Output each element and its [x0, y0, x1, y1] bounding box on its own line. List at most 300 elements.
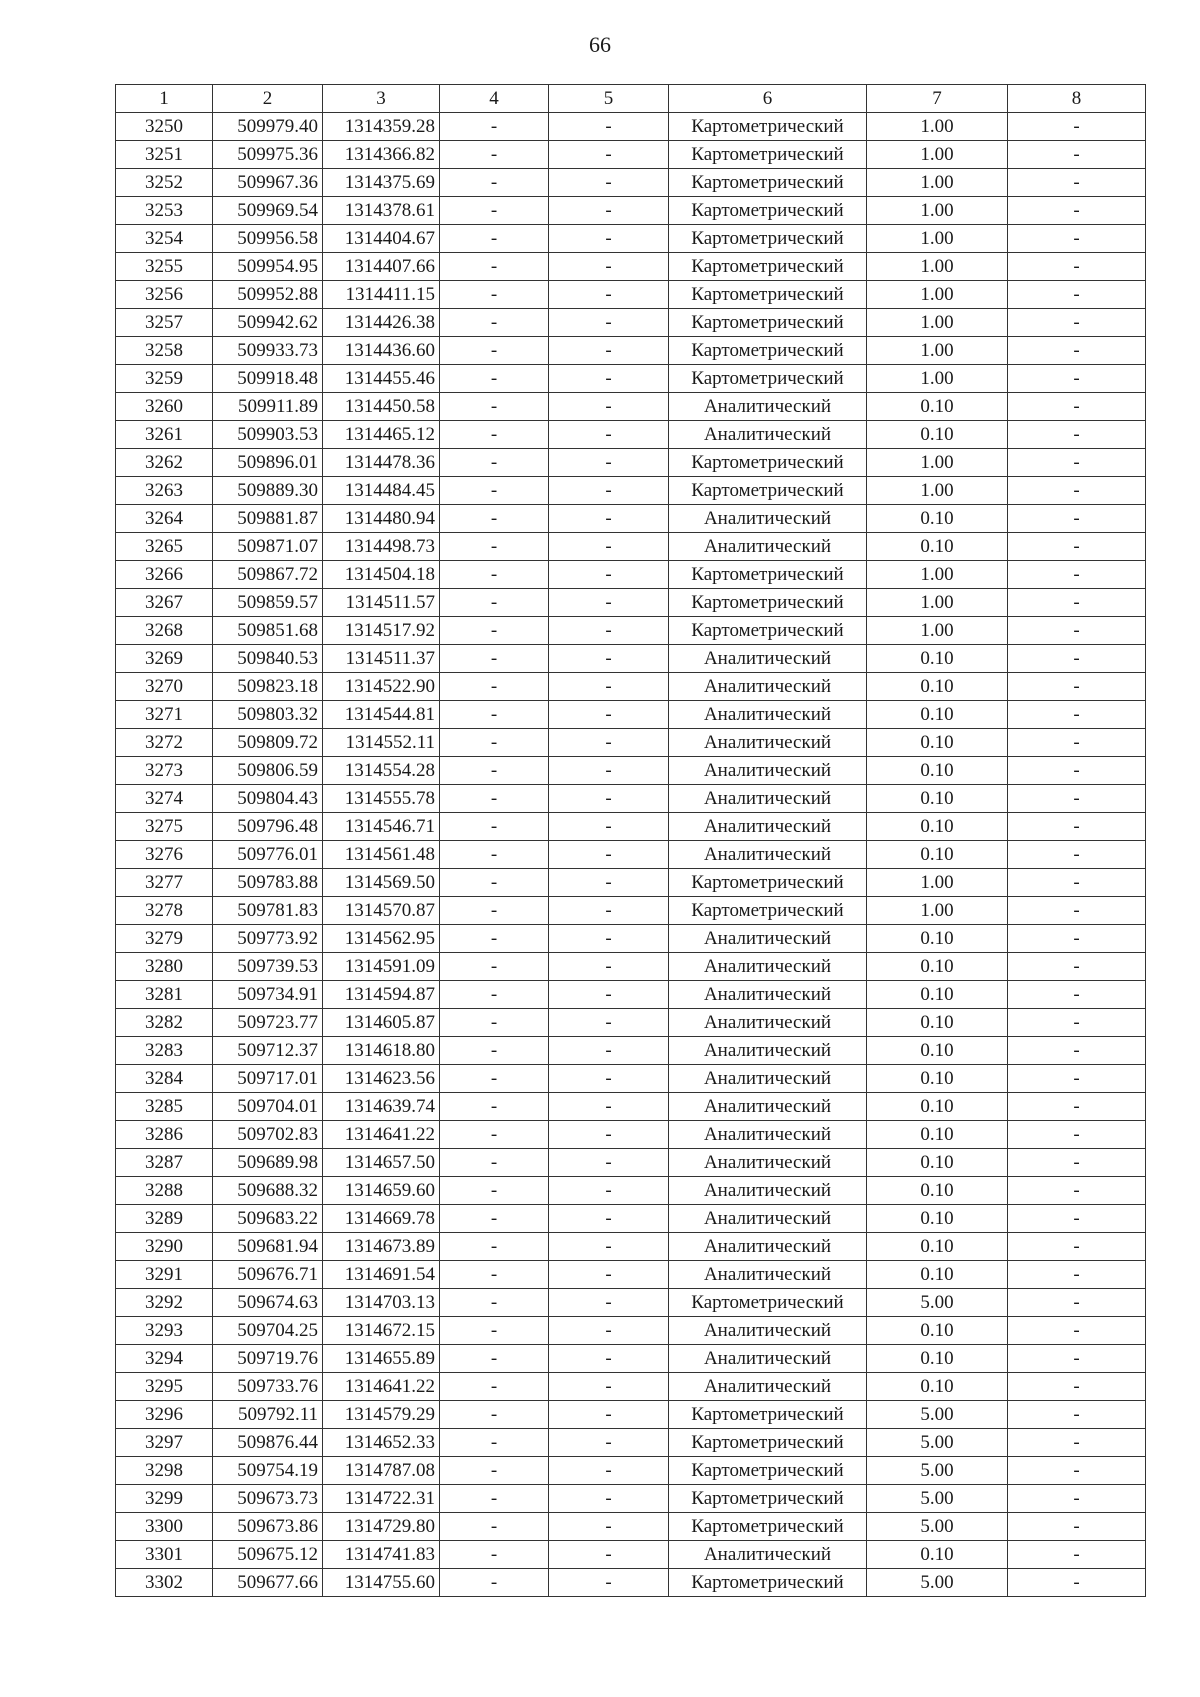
column-4-cell: - — [440, 1289, 549, 1317]
accuracy-cell: 5.00 — [867, 1457, 1008, 1485]
column-4-cell: - — [440, 421, 549, 449]
column-5-cell: - — [549, 533, 669, 561]
method-cell: Аналитический — [669, 925, 867, 953]
column-8-cell: - — [1008, 1457, 1146, 1485]
column-8-cell: - — [1008, 309, 1146, 337]
point-number-cell: 3266 — [116, 561, 213, 589]
table-body — [116, 113, 1146, 1597]
x-coordinate-cell: 509881.87 — [213, 505, 323, 533]
accuracy-cell: 0.10 — [867, 1205, 1008, 1233]
x-coordinate-cell: 509676.71 — [213, 1261, 323, 1289]
accuracy-cell: 0.10 — [867, 1317, 1008, 1345]
point-number-cell: 3283 — [116, 1037, 213, 1065]
column-5-cell: - — [549, 309, 669, 337]
column-5-cell: - — [549, 1401, 669, 1429]
method-cell: Аналитический — [669, 1205, 867, 1233]
column-8-cell: - — [1008, 897, 1146, 925]
y-coordinate-cell: 1314722.31 — [323, 1485, 440, 1513]
column-5-cell: - — [549, 1485, 669, 1513]
table-row — [116, 757, 1146, 785]
method-cell: Аналитический — [669, 953, 867, 981]
x-coordinate-cell: 509806.59 — [213, 757, 323, 785]
method-cell: Картометрический — [669, 1289, 867, 1317]
table-row — [116, 1457, 1146, 1485]
column-8-cell: - — [1008, 561, 1146, 589]
y-coordinate-cell: 1314484.45 — [323, 477, 440, 505]
accuracy-cell: 0.10 — [867, 1009, 1008, 1037]
table-row — [116, 337, 1146, 365]
table-row — [116, 785, 1146, 813]
table-row — [116, 1177, 1146, 1205]
x-coordinate-cell: 509776.01 — [213, 841, 323, 869]
y-coordinate-cell: 1314787.08 — [323, 1457, 440, 1485]
column-8-cell: - — [1008, 589, 1146, 617]
table-row — [116, 113, 1146, 141]
point-number-cell: 3253 — [116, 197, 213, 225]
table-row — [116, 673, 1146, 701]
table-row — [116, 1065, 1146, 1093]
x-coordinate-cell: 509719.76 — [213, 1345, 323, 1373]
point-number-cell: 3275 — [116, 813, 213, 841]
column-8-cell: - — [1008, 1513, 1146, 1541]
point-number-cell: 3267 — [116, 589, 213, 617]
column-5-cell: - — [549, 869, 669, 897]
table-row — [116, 421, 1146, 449]
table-row — [116, 1401, 1146, 1429]
accuracy-cell: 1.00 — [867, 897, 1008, 925]
point-number-cell: 3277 — [116, 869, 213, 897]
y-coordinate-cell: 1314555.78 — [323, 785, 440, 813]
column-5-cell: - — [549, 1373, 669, 1401]
table-row — [116, 1289, 1146, 1317]
column-4-cell: - — [440, 365, 549, 393]
column-4-cell: - — [440, 1233, 549, 1261]
accuracy-cell: 5.00 — [867, 1429, 1008, 1457]
accuracy-cell: 5.00 — [867, 1289, 1008, 1317]
column-4-cell: - — [440, 757, 549, 785]
point-number-cell: 3294 — [116, 1345, 213, 1373]
column-5-cell: - — [549, 617, 669, 645]
column-8-cell: - — [1008, 169, 1146, 197]
x-coordinate-cell: 509942.62 — [213, 309, 323, 337]
y-coordinate-cell: 1314544.81 — [323, 701, 440, 729]
table-row — [116, 925, 1146, 953]
accuracy-cell: 0.10 — [867, 1093, 1008, 1121]
table-row — [116, 505, 1146, 533]
point-number-cell: 3286 — [116, 1121, 213, 1149]
method-cell: Аналитический — [669, 1541, 867, 1569]
table-row — [116, 141, 1146, 169]
method-cell: Картометрический — [669, 1401, 867, 1429]
column-8-cell: - — [1008, 1093, 1146, 1121]
x-coordinate-cell: 509840.53 — [213, 645, 323, 673]
column-5-cell: - — [549, 1261, 669, 1289]
method-cell: Картометрический — [669, 897, 867, 925]
method-cell: Картометрический — [669, 1457, 867, 1485]
column-4-cell: - — [440, 1345, 549, 1373]
column-4-cell: - — [440, 1513, 549, 1541]
column-8-cell: - — [1008, 449, 1146, 477]
column-4-cell: - — [440, 589, 549, 617]
y-coordinate-cell: 1314672.15 — [323, 1317, 440, 1345]
y-coordinate-cell: 1314359.28 — [323, 113, 440, 141]
x-coordinate-cell: 509702.83 — [213, 1121, 323, 1149]
accuracy-cell: 1.00 — [867, 561, 1008, 589]
y-coordinate-cell: 1314641.22 — [323, 1121, 440, 1149]
point-number-cell: 3272 — [116, 729, 213, 757]
x-coordinate-cell: 509969.54 — [213, 197, 323, 225]
column-4-cell: - — [440, 197, 549, 225]
point-number-cell: 3250 — [116, 113, 213, 141]
column-8-cell: - — [1008, 701, 1146, 729]
table-row — [116, 309, 1146, 337]
column-8-cell: - — [1008, 1317, 1146, 1345]
column-5-cell: - — [549, 1177, 669, 1205]
accuracy-cell: 0.10 — [867, 1065, 1008, 1093]
method-cell: Аналитический — [669, 1009, 867, 1037]
accuracy-cell: 0.10 — [867, 421, 1008, 449]
column-8-cell: - — [1008, 757, 1146, 785]
table-row — [116, 365, 1146, 393]
column-8-cell: - — [1008, 1233, 1146, 1261]
method-cell: Картометрический — [669, 197, 867, 225]
x-coordinate-cell: 509979.40 — [213, 113, 323, 141]
accuracy-cell: 0.10 — [867, 785, 1008, 813]
column-4-cell: - — [440, 1569, 549, 1597]
method-cell: Картометрический — [669, 1569, 867, 1597]
column-4-cell: - — [440, 533, 549, 561]
table-row — [116, 1093, 1146, 1121]
column-4-cell: - — [440, 141, 549, 169]
method-cell: Аналитический — [669, 673, 867, 701]
point-number-cell: 3287 — [116, 1149, 213, 1177]
table-row — [116, 1513, 1146, 1541]
column-5-cell: - — [549, 337, 669, 365]
x-coordinate-cell: 509673.86 — [213, 1513, 323, 1541]
table-row — [116, 645, 1146, 673]
column-4-cell: - — [440, 1149, 549, 1177]
y-coordinate-cell: 1314591.09 — [323, 953, 440, 981]
method-cell: Картометрический — [669, 449, 867, 477]
x-coordinate-cell: 509804.43 — [213, 785, 323, 813]
x-coordinate-cell: 509773.92 — [213, 925, 323, 953]
column-5-cell: - — [549, 589, 669, 617]
point-number-cell: 3288 — [116, 1177, 213, 1205]
point-number-cell: 3300 — [116, 1513, 213, 1541]
column-5-cell: - — [549, 1429, 669, 1457]
column-8-cell: - — [1008, 1261, 1146, 1289]
accuracy-cell: 1.00 — [867, 197, 1008, 225]
y-coordinate-cell: 1314407.66 — [323, 253, 440, 281]
point-number-cell: 3302 — [116, 1569, 213, 1597]
y-coordinate-cell: 1314741.83 — [323, 1541, 440, 1569]
column-8-cell: - — [1008, 533, 1146, 561]
table-row — [116, 1149, 1146, 1177]
method-cell: Картометрический — [669, 337, 867, 365]
y-coordinate-cell: 1314655.89 — [323, 1345, 440, 1373]
column-5-cell: - — [549, 421, 669, 449]
accuracy-cell: 1.00 — [867, 253, 1008, 281]
column-8-cell: - — [1008, 1177, 1146, 1205]
y-coordinate-cell: 1314465.12 — [323, 421, 440, 449]
table-row — [116, 169, 1146, 197]
column-4-cell: - — [440, 785, 549, 813]
column-4-cell: - — [440, 1429, 549, 1457]
table-row — [116, 813, 1146, 841]
point-number-cell: 3295 — [116, 1373, 213, 1401]
y-coordinate-cell: 1314594.87 — [323, 981, 440, 1009]
column-8-cell: - — [1008, 1037, 1146, 1065]
point-number-cell: 3270 — [116, 673, 213, 701]
column-8-cell: - — [1008, 1065, 1146, 1093]
method-cell: Картометрический — [669, 869, 867, 897]
column-5-cell: - — [549, 141, 669, 169]
column-5-cell: - — [549, 925, 669, 953]
accuracy-cell: 5.00 — [867, 1569, 1008, 1597]
point-number-cell: 3256 — [116, 281, 213, 309]
point-number-cell: 3281 — [116, 981, 213, 1009]
y-coordinate-cell: 1314641.22 — [323, 1373, 440, 1401]
accuracy-cell: 0.10 — [867, 645, 1008, 673]
point-number-cell: 3276 — [116, 841, 213, 869]
column-4-cell: - — [440, 729, 549, 757]
column-5-cell: - — [549, 645, 669, 673]
table-row — [116, 1429, 1146, 1457]
method-cell: Аналитический — [669, 1065, 867, 1093]
column-5-cell: - — [549, 1513, 669, 1541]
x-coordinate-cell: 509975.36 — [213, 141, 323, 169]
x-coordinate-cell: 509674.63 — [213, 1289, 323, 1317]
accuracy-cell: 0.10 — [867, 925, 1008, 953]
point-number-cell: 3299 — [116, 1485, 213, 1513]
column-5-cell: - — [549, 981, 669, 1009]
accuracy-cell: 1.00 — [867, 169, 1008, 197]
column-8-cell: - — [1008, 337, 1146, 365]
accuracy-cell: 0.10 — [867, 981, 1008, 1009]
y-coordinate-cell: 1314659.60 — [323, 1177, 440, 1205]
column-5-cell: - — [549, 505, 669, 533]
method-cell: Аналитический — [669, 841, 867, 869]
accuracy-cell: 0.10 — [867, 505, 1008, 533]
column-8-cell: - — [1008, 925, 1146, 953]
column-5-cell: - — [549, 1121, 669, 1149]
y-coordinate-cell: 1314480.94 — [323, 505, 440, 533]
method-cell: Картометрический — [669, 281, 867, 309]
table-row — [116, 1205, 1146, 1233]
column-4-cell: - — [440, 1065, 549, 1093]
column-header: 6 — [669, 85, 867, 113]
column-5-cell: - — [549, 1205, 669, 1233]
y-coordinate-cell: 1314504.18 — [323, 561, 440, 589]
column-8-cell: - — [1008, 1373, 1146, 1401]
column-8-cell: - — [1008, 1401, 1146, 1429]
point-number-cell: 3292 — [116, 1289, 213, 1317]
table-row — [116, 561, 1146, 589]
y-coordinate-cell: 1314478.36 — [323, 449, 440, 477]
point-number-cell: 3297 — [116, 1429, 213, 1457]
x-coordinate-cell: 509754.19 — [213, 1457, 323, 1485]
method-cell: Картометрический — [669, 589, 867, 617]
column-4-cell: - — [440, 1009, 549, 1037]
x-coordinate-cell: 509792.11 — [213, 1401, 323, 1429]
y-coordinate-cell: 1314411.15 — [323, 281, 440, 309]
column-8-cell: - — [1008, 365, 1146, 393]
point-number-cell: 3279 — [116, 925, 213, 953]
table-row — [116, 253, 1146, 281]
column-header: 2 — [213, 85, 323, 113]
table-row — [116, 1485, 1146, 1513]
method-cell: Аналитический — [669, 729, 867, 757]
x-coordinate-cell: 509956.58 — [213, 225, 323, 253]
table-header — [116, 85, 1146, 113]
accuracy-cell: 1.00 — [867, 869, 1008, 897]
y-coordinate-cell: 1314755.60 — [323, 1569, 440, 1597]
point-number-cell: 3282 — [116, 1009, 213, 1037]
table-row — [116, 953, 1146, 981]
column-4-cell: - — [440, 981, 549, 1009]
column-header: 7 — [867, 85, 1008, 113]
accuracy-cell: 0.10 — [867, 673, 1008, 701]
column-4-cell: - — [440, 1541, 549, 1569]
column-header: 8 — [1008, 85, 1146, 113]
x-coordinate-cell: 509911.89 — [213, 393, 323, 421]
table-row — [116, 897, 1146, 925]
column-8-cell: - — [1008, 841, 1146, 869]
method-cell: Картометрический — [669, 365, 867, 393]
method-cell: Аналитический — [669, 1037, 867, 1065]
method-cell: Аналитический — [669, 785, 867, 813]
accuracy-cell: 5.00 — [867, 1513, 1008, 1541]
method-cell: Картометрический — [669, 309, 867, 337]
point-number-cell: 3291 — [116, 1261, 213, 1289]
column-8-cell: - — [1008, 813, 1146, 841]
method-cell: Картометрический — [669, 617, 867, 645]
point-number-cell: 3261 — [116, 421, 213, 449]
column-4-cell: - — [440, 1401, 549, 1429]
column-8-cell: - — [1008, 981, 1146, 1009]
y-coordinate-cell: 1314569.50 — [323, 869, 440, 897]
x-coordinate-cell: 509933.73 — [213, 337, 323, 365]
point-number-cell: 3251 — [116, 141, 213, 169]
table-row — [116, 1037, 1146, 1065]
column-8-cell: - — [1008, 1205, 1146, 1233]
point-number-cell: 3298 — [116, 1457, 213, 1485]
column-8-cell: - — [1008, 785, 1146, 813]
column-header: 5 — [549, 85, 669, 113]
column-8-cell: - — [1008, 393, 1146, 421]
method-cell: Аналитический — [669, 1121, 867, 1149]
column-4-cell: - — [440, 1121, 549, 1149]
method-cell: Картометрический — [669, 477, 867, 505]
column-8-cell: - — [1008, 253, 1146, 281]
point-number-cell: 3290 — [116, 1233, 213, 1261]
table-row — [116, 841, 1146, 869]
column-5-cell: - — [549, 673, 669, 701]
point-number-cell: 3278 — [116, 897, 213, 925]
x-coordinate-cell: 509954.95 — [213, 253, 323, 281]
y-coordinate-cell: 1314652.33 — [323, 1429, 440, 1457]
x-coordinate-cell: 509809.72 — [213, 729, 323, 757]
column-8-cell: - — [1008, 953, 1146, 981]
table-row — [116, 281, 1146, 309]
y-coordinate-cell: 1314669.78 — [323, 1205, 440, 1233]
y-coordinate-cell: 1314404.67 — [323, 225, 440, 253]
column-5-cell: - — [549, 953, 669, 981]
accuracy-cell: 1.00 — [867, 589, 1008, 617]
column-4-cell: - — [440, 449, 549, 477]
column-4-cell: - — [440, 477, 549, 505]
column-4-cell: - — [440, 225, 549, 253]
column-4-cell: - — [440, 841, 549, 869]
accuracy-cell: 0.10 — [867, 1261, 1008, 1289]
method-cell: Картометрический — [669, 253, 867, 281]
column-header: 1 — [116, 85, 213, 113]
column-5-cell: - — [549, 1065, 669, 1093]
x-coordinate-cell: 509851.68 — [213, 617, 323, 645]
column-8-cell: - — [1008, 1541, 1146, 1569]
accuracy-cell: 0.10 — [867, 729, 1008, 757]
column-4-cell: - — [440, 561, 549, 589]
column-8-cell: - — [1008, 225, 1146, 253]
method-cell: Аналитический — [669, 645, 867, 673]
column-8-cell: - — [1008, 1569, 1146, 1597]
coordinates-table — [115, 84, 1146, 1597]
table-row — [116, 589, 1146, 617]
column-4-cell: - — [440, 925, 549, 953]
method-cell: Аналитический — [669, 1233, 867, 1261]
x-coordinate-cell: 509704.25 — [213, 1317, 323, 1345]
column-5-cell: - — [549, 729, 669, 757]
point-number-cell: 3296 — [116, 1401, 213, 1429]
x-coordinate-cell: 509712.37 — [213, 1037, 323, 1065]
table-row — [116, 1569, 1146, 1597]
x-coordinate-cell: 509781.83 — [213, 897, 323, 925]
x-coordinate-cell: 509717.01 — [213, 1065, 323, 1093]
column-4-cell: - — [440, 337, 549, 365]
accuracy-cell: 0.10 — [867, 1541, 1008, 1569]
y-coordinate-cell: 1314450.58 — [323, 393, 440, 421]
accuracy-cell: 0.10 — [867, 701, 1008, 729]
column-4-cell: - — [440, 953, 549, 981]
point-number-cell: 3262 — [116, 449, 213, 477]
column-8-cell: - — [1008, 869, 1146, 897]
y-coordinate-cell: 1314618.80 — [323, 1037, 440, 1065]
column-4-cell: - — [440, 897, 549, 925]
method-cell: Картометрический — [669, 1485, 867, 1513]
point-number-cell: 3274 — [116, 785, 213, 813]
point-number-cell: 3269 — [116, 645, 213, 673]
point-number-cell: 3285 — [116, 1093, 213, 1121]
table-row — [116, 197, 1146, 225]
column-4-cell: - — [440, 813, 549, 841]
column-5-cell: - — [549, 253, 669, 281]
method-cell: Аналитический — [669, 505, 867, 533]
accuracy-cell: 1.00 — [867, 449, 1008, 477]
column-8-cell: - — [1008, 617, 1146, 645]
point-number-cell: 3259 — [116, 365, 213, 393]
column-4-cell: - — [440, 1485, 549, 1513]
column-5-cell: - — [549, 757, 669, 785]
y-coordinate-cell: 1314378.61 — [323, 197, 440, 225]
column-5-cell: - — [549, 477, 669, 505]
y-coordinate-cell: 1314562.95 — [323, 925, 440, 953]
table-row — [116, 1121, 1146, 1149]
y-coordinate-cell: 1314703.13 — [323, 1289, 440, 1317]
column-5-cell: - — [549, 1149, 669, 1177]
column-8-cell: - — [1008, 197, 1146, 225]
column-8-cell: - — [1008, 477, 1146, 505]
method-cell: Аналитический — [669, 757, 867, 785]
